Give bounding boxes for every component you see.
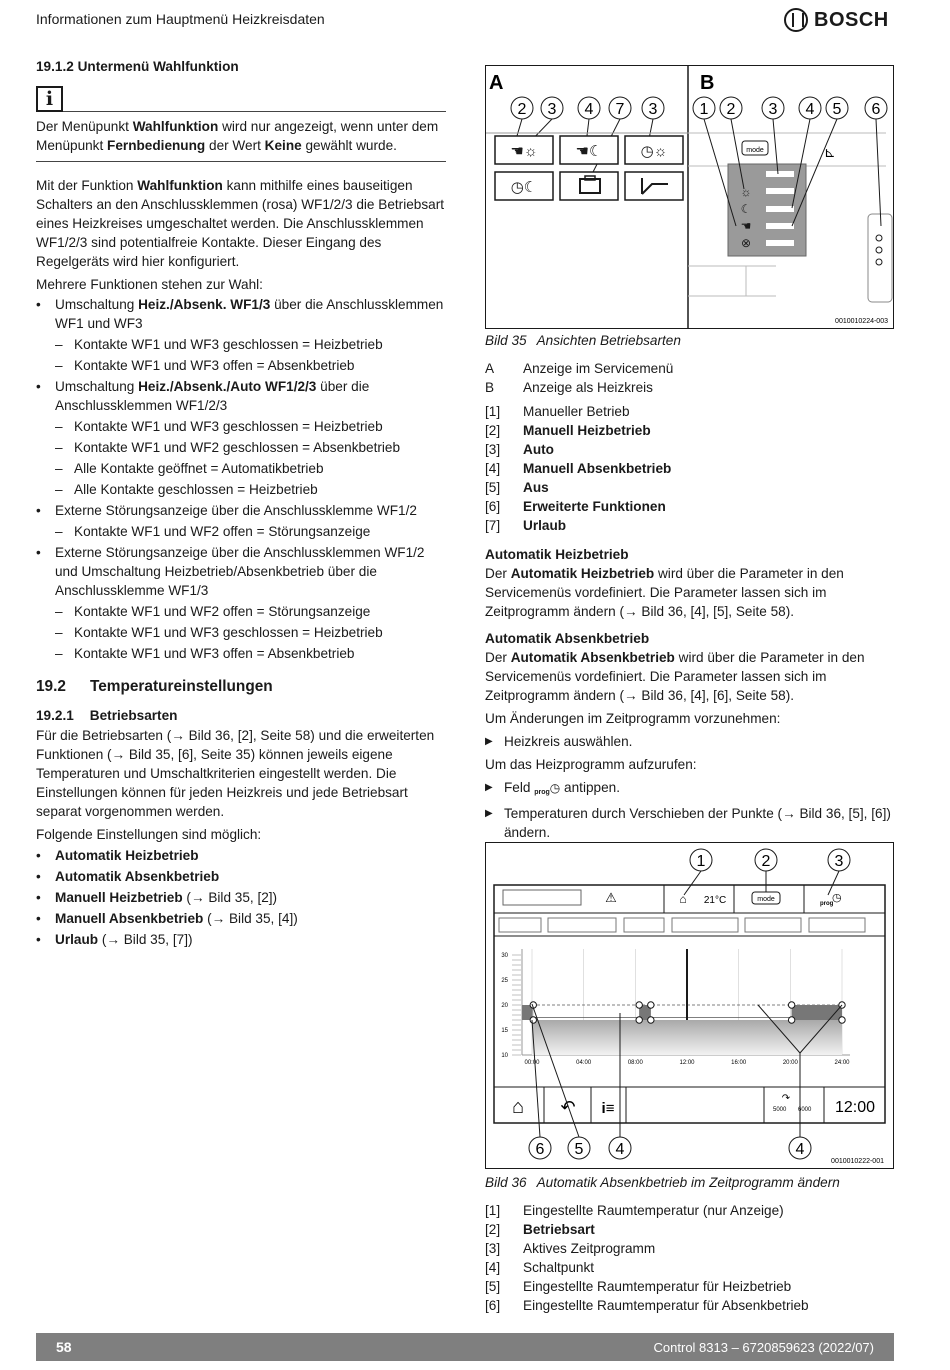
legend-key: [5] bbox=[485, 1279, 501, 1294]
function-subitem-text: Kontakte WF1 und WF3 offen = Absenkbetrieb bbox=[74, 646, 355, 661]
legend-value: Auto bbox=[523, 442, 554, 457]
y-tick-label: 10 bbox=[501, 1053, 508, 1059]
info-menu-icon: i≡ bbox=[601, 1100, 615, 1117]
legend-key: [4] bbox=[485, 461, 501, 476]
fig35-code: 0010010224-003 bbox=[835, 318, 888, 325]
legend-key: B bbox=[485, 380, 495, 395]
bullet: • bbox=[36, 911, 41, 926]
function-subitem bbox=[36, 623, 446, 642]
step-tap-field bbox=[485, 778, 895, 802]
callout-a-4: 7 bbox=[615, 101, 625, 118]
legend-value: Manuell Absenkbetrieb bbox=[523, 461, 672, 476]
legend-value: Betriebsart bbox=[523, 1222, 595, 1237]
mode-button-label: mode bbox=[757, 896, 775, 903]
function-subitem-text: Alle Kontakte geöffnet = Automatikbetrieb bbox=[74, 461, 324, 476]
status-field bbox=[503, 890, 581, 905]
fig36-caption-num: Bild 36 bbox=[485, 1175, 527, 1190]
dash: – bbox=[55, 461, 63, 476]
function-subitem bbox=[36, 522, 446, 541]
subsection-title: Betriebsarten bbox=[89, 708, 178, 723]
right-text-block bbox=[485, 331, 895, 842]
function-sublist bbox=[36, 417, 446, 499]
function-subitem bbox=[36, 417, 446, 436]
function-item bbox=[36, 377, 446, 499]
fig35-caption-num: Bild 35 bbox=[485, 333, 527, 348]
legend-row bbox=[485, 1201, 895, 1220]
function-sublist bbox=[36, 602, 446, 663]
info-bold-3: Keine bbox=[264, 138, 302, 153]
step3-text: Temperaturen durch Verschieben der Punkte (→ Bild 36, [5], [6]) ändern. bbox=[504, 806, 891, 840]
legend-value: Schaltpunkt bbox=[523, 1260, 595, 1275]
curve-icon-small: ⊾ bbox=[824, 144, 836, 160]
auto-heat-text-2: wird über die Parameter in den Servicemenüs vordefiniert. Die Parameter lassen sich im Zeitprogramm ändern (→ Bild 36, [4], [5], Seite 58). bbox=[485, 566, 844, 619]
section-heading-1912: 19.1.2 Untermenü Wahlfunktion bbox=[36, 59, 239, 74]
settings-item-bold: Automatik Absenkbetrieb bbox=[55, 869, 220, 884]
settings-item-ref: (→ Bild 35, [7]) bbox=[98, 932, 193, 947]
clock-sun-icon: ◷☼ bbox=[640, 143, 668, 160]
legend-key: [3] bbox=[485, 1241, 501, 1256]
service-button-extended bbox=[625, 172, 683, 200]
bullet: • bbox=[36, 932, 41, 947]
function-subitem bbox=[36, 438, 446, 457]
y-tick-label: 30 bbox=[501, 953, 508, 959]
legend-key: [5] bbox=[485, 480, 501, 495]
callout-top-1: 1 bbox=[696, 853, 706, 870]
function-text: Externe Störungsanzeige über die Anschlussklemmen WF1/2 und Umschaltung Heizbetrieb/Absenkbetrieb über die Anschlussklemme WF1/3 bbox=[55, 545, 425, 598]
fig35-label-a: A bbox=[489, 72, 504, 94]
hand-moon-icon: ☚☾ bbox=[575, 143, 603, 160]
legend-value: Anzeige im Servicemenü bbox=[523, 361, 674, 376]
step-move-points bbox=[485, 804, 895, 842]
function-subitem bbox=[36, 459, 446, 478]
function-subitem-text: Alle Kontakte geschlossen = Heizbetrieb bbox=[74, 482, 318, 497]
step-select-circuit bbox=[485, 732, 895, 751]
fig36-code: 0010010222-001 bbox=[831, 1158, 884, 1165]
function-sublist bbox=[36, 522, 446, 541]
bullet: • bbox=[36, 890, 41, 905]
page-footer bbox=[36, 1333, 894, 1361]
y-tick-label: 20 bbox=[501, 1003, 508, 1009]
callout-a-3: 4 bbox=[584, 101, 594, 118]
x-tick-label: 16:00 bbox=[731, 1060, 747, 1066]
function-subitem-text: Kontakte WF1 und WF3 offen = Absenkbetrieb bbox=[74, 358, 355, 373]
settings-item bbox=[36, 867, 446, 886]
left-column bbox=[36, 57, 446, 949]
legend-row bbox=[485, 497, 895, 516]
hand-sun-icon: ☚☼ bbox=[510, 143, 538, 160]
tab-field bbox=[499, 918, 541, 932]
dash: – bbox=[55, 604, 63, 619]
bullet: • bbox=[36, 848, 41, 863]
legend-value: Eingestellte Raumtemperatur für Heizbetrieb bbox=[523, 1279, 792, 1294]
x-tick-label: 12:00 bbox=[679, 1060, 695, 1066]
x-tick-label: 04:00 bbox=[576, 1060, 592, 1066]
callout-b-3: 3 bbox=[768, 101, 778, 118]
legend-value: Manueller Betrieb bbox=[523, 404, 630, 419]
auto-setback-text-1: Der bbox=[485, 650, 511, 665]
legend-key: [7] bbox=[485, 518, 501, 533]
callout-b-4: 4 bbox=[805, 101, 815, 118]
callout-bottom-6: 6 bbox=[535, 1141, 545, 1158]
back-icon: ↶ bbox=[560, 1097, 576, 1117]
function-text-post: über die Anschlussklemmen WF1/2/3 bbox=[55, 379, 370, 413]
function-subitem bbox=[36, 480, 446, 499]
fig35-label-b: B bbox=[700, 72, 715, 94]
figure-36-drawing bbox=[486, 843, 893, 1168]
info-bold-2: Fernbedienung bbox=[107, 138, 206, 153]
function-subitem-text: Kontakte WF1 und WF2 geschlossen = Absenkbetrieb bbox=[74, 440, 401, 455]
switch-point bbox=[788, 1017, 794, 1023]
callout-bottom-5: 5 bbox=[574, 1141, 584, 1158]
bullet: • bbox=[36, 503, 41, 518]
function-item bbox=[36, 501, 446, 541]
info-text-1: Der Menüpunkt bbox=[36, 119, 133, 134]
callout-bottom-4a: 4 bbox=[615, 1141, 625, 1158]
arrow-bullet-icon: ▶ bbox=[485, 736, 493, 747]
callout-b-6: 6 bbox=[871, 101, 881, 118]
brand-name: BOSCH bbox=[814, 8, 889, 31]
legend-row bbox=[485, 1239, 895, 1258]
bullet: • bbox=[36, 297, 41, 312]
bullet: • bbox=[36, 869, 41, 884]
fig36-caption bbox=[485, 1173, 895, 1192]
dash: – bbox=[55, 625, 63, 640]
step2-text-post: antippen. bbox=[560, 780, 620, 795]
x-tick-label: 24:00 bbox=[834, 1060, 850, 1066]
auto-setback-heading: Automatik Absenkbetrieb bbox=[485, 631, 650, 646]
figure-36 bbox=[485, 842, 894, 1169]
legend-row bbox=[485, 459, 895, 478]
callout-b-5: 5 bbox=[832, 101, 842, 118]
function-subitem-text: Kontakte WF1 und WF3 geschlossen = Heizbetrieb bbox=[74, 337, 383, 352]
callout-a-1: 2 bbox=[517, 101, 527, 118]
function-subitem bbox=[36, 602, 446, 621]
tab-field bbox=[624, 918, 664, 932]
legend-row bbox=[485, 402, 895, 421]
legend-value: Anzeige als Heizkreis bbox=[523, 380, 653, 395]
legend-row bbox=[485, 440, 895, 459]
legend-value: Urlaub bbox=[523, 518, 567, 533]
clock-moon-icon: ◷☾ bbox=[510, 179, 538, 196]
legend-row bbox=[485, 1277, 895, 1296]
settings-item-bold: Automatik Heizbetrieb bbox=[55, 848, 199, 863]
fig36-caption-text: Automatik Absenkbetrieb im Zeitprogramm ändern bbox=[536, 1175, 840, 1190]
function-sublist bbox=[36, 335, 446, 375]
legend-row bbox=[485, 1296, 895, 1315]
prog-clock-icon: ◷ bbox=[832, 892, 842, 904]
dash: – bbox=[55, 337, 63, 352]
legend-key: A bbox=[485, 361, 495, 376]
legend-key: [6] bbox=[485, 1298, 501, 1313]
switch-point bbox=[636, 1017, 642, 1023]
call-intro: Um das Heizprogramm aufzurufen: bbox=[485, 757, 697, 772]
function-subitem-text: Kontakte WF1 und WF2 offen = Störungsanzeige bbox=[74, 524, 371, 539]
switch-point bbox=[636, 1002, 642, 1008]
legend-value: Eingestellte Raumtemperatur (nur Anzeige) bbox=[523, 1203, 784, 1218]
bosch-armature-icon bbox=[784, 8, 808, 32]
switch-point bbox=[788, 1002, 794, 1008]
info-box bbox=[36, 86, 446, 112]
info-text-4: gewählt wurde. bbox=[301, 138, 397, 153]
function-subitem bbox=[36, 356, 446, 375]
function-item bbox=[36, 543, 446, 663]
hand-icon: ☚ bbox=[740, 219, 752, 233]
fig35-caption-text: Ansichten Betriebsarten bbox=[536, 333, 681, 348]
dash: – bbox=[55, 440, 63, 455]
switch-point bbox=[648, 1002, 654, 1008]
info-icon: i bbox=[36, 86, 63, 112]
dash: – bbox=[55, 419, 63, 434]
bullet: • bbox=[36, 379, 41, 394]
callout-a-5: 3 bbox=[648, 101, 658, 118]
info-text-3: der Wert bbox=[205, 138, 265, 153]
figure-35 bbox=[485, 65, 894, 329]
function-bold: Heiz./Absenk./Auto WF1/2/3 bbox=[138, 379, 317, 394]
settings-intro: Folgende Einstellungen sind möglich: bbox=[36, 827, 262, 842]
legend-value: Aktives Zeitprogramm bbox=[523, 1241, 656, 1256]
prog-label: prog bbox=[820, 901, 834, 907]
function-text-post: über die Anschlussklemmen WF1 und WF3 bbox=[55, 297, 444, 331]
dash: – bbox=[55, 358, 63, 373]
legend-row bbox=[485, 478, 895, 497]
switch-point bbox=[530, 1017, 536, 1023]
legend-value: Eingestellte Raumtemperatur für Absenkbetrieb bbox=[523, 1298, 809, 1313]
legend-key: [2] bbox=[485, 1222, 501, 1237]
section-heading-1921 bbox=[36, 706, 446, 725]
callout-b-2: 2 bbox=[726, 101, 736, 118]
legend-row bbox=[485, 1220, 895, 1239]
auto-setback-text-2: wird über die Parameter in den Servicemenüs vordefiniert. Die Parameter lassen sich im Zeitprogramm ändern (→ Bild 36, [4], [6], Seite 58). bbox=[485, 650, 865, 703]
change-intro: Um Änderungen im Zeitprogramm vorzunehmen: bbox=[485, 711, 781, 726]
function-subitem bbox=[36, 644, 446, 663]
room-temperature: 21°C bbox=[703, 895, 727, 906]
subsection-number: 19.2.1 bbox=[36, 708, 74, 723]
step1-text: Heizkreis auswählen. bbox=[504, 734, 633, 749]
x-tick-label: 00:00 bbox=[524, 1060, 540, 1066]
legend-key: [6] bbox=[485, 499, 501, 514]
legend-key: [1] bbox=[485, 404, 501, 419]
auto-heat-paragraph bbox=[485, 564, 895, 621]
prog-clock-icon: ◷ bbox=[549, 781, 561, 795]
copy-arrow-icon: ↷ bbox=[781, 1093, 791, 1104]
function-subitem-text: Kontakte WF1 und WF3 geschlossen = Heizbetrieb bbox=[74, 625, 383, 640]
callout-top-3: 3 bbox=[834, 853, 844, 870]
legend-row bbox=[485, 359, 895, 378]
function-item bbox=[36, 295, 446, 375]
sun-icon: ☼ bbox=[740, 185, 752, 199]
y-tick-label: 15 bbox=[501, 1028, 508, 1034]
y-tick-label: 25 bbox=[501, 978, 508, 984]
x-tick-label: 20:00 bbox=[782, 1060, 798, 1066]
dash: – bbox=[55, 482, 63, 497]
fig35-legend bbox=[485, 402, 895, 535]
legend-key: [4] bbox=[485, 1260, 501, 1275]
legend-row bbox=[485, 1258, 895, 1277]
document-id: Control 8313 – 6720859623 (2022/07) bbox=[653, 1339, 874, 1355]
section-number: 19.2 bbox=[36, 678, 66, 695]
legend-key: [1] bbox=[485, 1203, 501, 1218]
info-bold-1: Wahlfunktion bbox=[132, 119, 219, 134]
switch-point bbox=[648, 1017, 654, 1023]
modes-paragraph: Für die Betriebsarten (→ Bild 36, [2], Seite 58) und die erweiterten Funktionen (→ Bild 35, [6], Seite 35) können jeweils eigene Temperaturen und Umschaltkriterien eingestellt werden. Die Einstellungen können für jeden Heizkreis und jede Betriebsart separat vorgenommen werden. bbox=[36, 728, 435, 819]
tab-field bbox=[745, 918, 801, 932]
callout-b-1: 1 bbox=[699, 101, 709, 118]
function-text: Umschaltung bbox=[55, 297, 139, 312]
step2-text-pre: Feld bbox=[504, 780, 535, 795]
function-text: Umschaltung bbox=[55, 379, 139, 394]
home-icon: ⌂ bbox=[511, 1096, 525, 1118]
auto-heat-text-1: Der bbox=[485, 566, 511, 581]
moon-icon: ☾ bbox=[740, 202, 752, 216]
heat-block bbox=[792, 1005, 842, 1020]
intro-bold: Wahlfunktion bbox=[137, 178, 223, 193]
figure-35-drawing bbox=[486, 66, 893, 328]
tab-field bbox=[548, 918, 616, 932]
section-title: Temperatureinstellungen bbox=[89, 678, 273, 695]
warning-icon: ⚠ bbox=[605, 890, 617, 905]
copy-label-a: 5000 bbox=[773, 1107, 787, 1113]
settings-item bbox=[36, 909, 446, 928]
callout-top-2: 2 bbox=[761, 853, 771, 870]
prog-icon: prog bbox=[534, 789, 550, 796]
function-subitem-text: Kontakte WF1 und WF2 offen = Störungsanzeige bbox=[74, 604, 371, 619]
settings-item bbox=[36, 930, 446, 949]
auto-setback-bold: Automatik Absenkbetrieb bbox=[510, 650, 675, 665]
off-icon: ⊗ bbox=[740, 236, 752, 250]
fig35-legend-ab bbox=[485, 359, 895, 397]
switch-point bbox=[839, 1017, 845, 1023]
function-text: Externe Störungsanzeige über die Anschlussklemme WF1/2 bbox=[55, 503, 417, 518]
clock-time: 12:00 bbox=[834, 1099, 876, 1116]
intro-text-1: Mit der Funktion bbox=[36, 178, 138, 193]
legend-value: Erweiterte Funktionen bbox=[523, 499, 666, 514]
settings-item-bold: Urlaub bbox=[55, 932, 99, 947]
bosch-logo bbox=[784, 8, 902, 32]
info-text-2: wird nur angezeigt, wenn unter dem Menüpunkt bbox=[36, 119, 439, 153]
settings-item bbox=[36, 888, 446, 907]
mode-button-label: mode bbox=[746, 147, 764, 154]
auto-heat-bold: Automatik Heizbetrieb bbox=[510, 566, 655, 581]
settings-item-bold: Manuell Absenkbetrieb bbox=[55, 911, 204, 926]
copy-label-b: 6000 bbox=[798, 1107, 812, 1113]
arrow-bullet-icon: ▶ bbox=[485, 782, 493, 793]
settings-list bbox=[36, 846, 446, 949]
fig36-caption-block bbox=[485, 1173, 895, 1315]
section-heading-192 bbox=[36, 677, 446, 696]
legend-key: [3] bbox=[485, 442, 501, 457]
function-subitem-text: Kontakte WF1 und WF3 geschlossen = Heizbetrieb bbox=[74, 419, 383, 434]
auto-heat-heading: Automatik Heizbetrieb bbox=[485, 547, 629, 562]
legend-row bbox=[485, 516, 895, 535]
legend-value: Aus bbox=[523, 480, 549, 495]
choices-intro: Mehrere Funktionen stehen zur Wahl: bbox=[36, 277, 263, 292]
settings-item-bold: Manuell Heizbetrieb bbox=[55, 890, 183, 905]
function-list bbox=[36, 295, 446, 663]
tab-field bbox=[672, 918, 738, 932]
legend-key: [2] bbox=[485, 423, 501, 438]
bullet: • bbox=[36, 545, 41, 560]
settings-item-ref: (→ Bild 35, [2]) bbox=[182, 890, 278, 905]
arrow-bullet-icon: ▶ bbox=[485, 808, 493, 819]
intro-paragraph bbox=[36, 176, 446, 271]
dash: – bbox=[55, 524, 63, 539]
callout-a-2: 3 bbox=[547, 101, 557, 118]
dash: – bbox=[55, 646, 63, 661]
settings-item bbox=[36, 846, 446, 865]
house-thermometer-icon: ⌂ bbox=[679, 892, 687, 906]
page-number: 58 bbox=[56, 1338, 72, 1355]
intro-text-2: kann mithilfe eines bauseitigen Schalters an den Anschlussklemmen (rosa) WF1/2/3 die Betriebsart eines Heizkreises umgeschaltet werden. Die Anschlussklemmen WF1/2/3 sind potentialfreie Kontakte. Dieser Eingang des Regelgeräts wird hier konfiguriert. bbox=[36, 178, 444, 269]
fig36-legend bbox=[485, 1201, 895, 1315]
x-tick-label: 08:00 bbox=[627, 1060, 643, 1066]
page-header-title: Informationen zum Hauptmenü Heizkreisdaten bbox=[36, 11, 325, 27]
function-bold: Heiz./Absenk. WF1/3 bbox=[138, 297, 271, 312]
legend-row bbox=[485, 421, 895, 440]
auto-setback-paragraph bbox=[485, 648, 895, 705]
legend-row bbox=[485, 378, 895, 397]
tab-field bbox=[809, 918, 865, 932]
settings-item-ref: (→ Bild 35, [4]) bbox=[203, 911, 298, 926]
legend-value: Manuell Heizbetrieb bbox=[523, 423, 651, 438]
function-subitem bbox=[36, 335, 446, 354]
fig35-caption bbox=[485, 331, 895, 350]
info-note bbox=[36, 112, 446, 162]
callout-bottom-4b: 4 bbox=[795, 1141, 805, 1158]
